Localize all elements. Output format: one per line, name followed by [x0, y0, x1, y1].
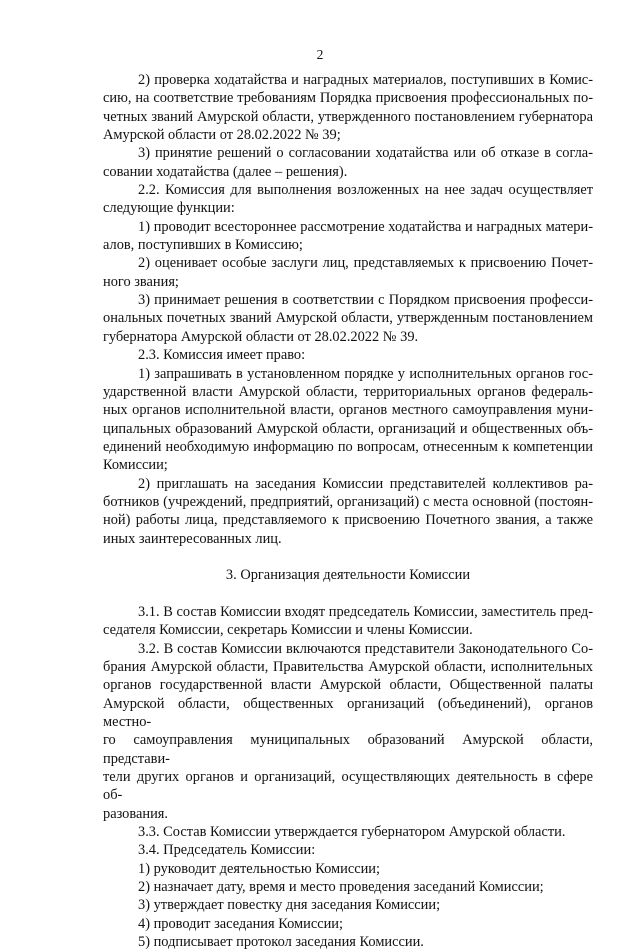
text-line: 1) проводит всестороннее рассмотрение ходатайства и наградных матери- — [138, 218, 593, 235]
text-line: ударственной власти Амурской области, территориальных органов федераль- — [103, 383, 593, 400]
document-body — [103, 71, 593, 952]
text-line: ных органов исполнительной власти, органов местного самоуправления муни- — [103, 402, 593, 419]
paragraph — [103, 365, 593, 475]
text-line: го самоуправления муниципальных образований Амурской области, представи- — [103, 732, 593, 767]
text-line: 2.3. Комиссия имеет право: — [138, 347, 306, 364]
paragraph — [103, 860, 593, 878]
text-line: четных званий Амурской области, утвержденного постановлением губернатора — [103, 108, 593, 125]
paragraph — [103, 346, 593, 364]
paragraph — [103, 823, 593, 841]
text-line: 1) руководит деятельностью Комиссии; — [138, 860, 381, 877]
text-line: 5) подписывает протокол заседания Комиссии. — [138, 934, 424, 951]
text-line: совании ходатайства (далее – решения). — [103, 163, 348, 180]
text-line: седателя Комиссии, секретарь Комиссии и члены Комиссии. — [103, 622, 473, 639]
text-line: ональных почетных званий Амурской области, утвержденным постановлением — [103, 310, 593, 327]
text-line: 3.2. В состав Комиссии включаются представители Законодательного Со- — [138, 640, 593, 657]
text-line: 2) назначает дату, время и место проведения заседаний Комиссии; — [138, 879, 544, 896]
text-line: алов, поступивших в Комиссию; — [103, 237, 303, 254]
text-line: 3) принятие решений о согласовании ходатайства или об отказе в согла- — [138, 145, 593, 162]
text-line: Амурской области от 28.02.2022 № 39; — [103, 127, 341, 144]
text-line: 2) приглашать на заседания Комиссии представителей коллективов ра- — [138, 475, 593, 492]
text-line: 3.3. Состав Комиссии утверждается губернатором Амурской области. — [138, 824, 566, 841]
text-line: 2) оценивает особые заслуги лиц, представляемых к присвоению Почет- — [138, 255, 593, 272]
paragraph — [103, 475, 593, 548]
paragraph — [103, 603, 593, 640]
paragraph — [103, 841, 593, 859]
section-heading: 3. Организация деятельности Комиссии — [225, 567, 471, 584]
paragraph — [103, 254, 593, 291]
text-line: ной) работы лица, представляемого к присвоению Почетного звания, а также — [103, 512, 593, 529]
paragraph — [103, 218, 593, 255]
text-line: губернатора Амурской области от 28.02.2022 № 39. — [103, 328, 419, 345]
paragraph — [103, 144, 593, 181]
text-line: 2.2. Комиссия для выполнения возложенных на нее задач осуществляет — [138, 182, 593, 199]
text-line: ботников (учреждений, предприятий, организаций) с места основной (постоян- — [103, 493, 593, 510]
text-line: Комиссии; — [103, 457, 168, 474]
paragraph — [103, 640, 593, 823]
paragraph — [103, 878, 593, 896]
paragraph — [103, 933, 593, 951]
text-line: 3) утверждает повестку дня заседания Комиссии; — [138, 897, 441, 914]
text-line: ного звания; — [103, 273, 179, 290]
text-line: единений необходимую информацию по вопросам, отнесенным к компетенции — [103, 438, 593, 455]
text-line: сию, на соответствие требованиям Порядка присвоения профессиональных по- — [103, 90, 593, 107]
text-line: Амурской области, общественных организаций (объединений), органов местно- — [103, 695, 593, 731]
text-line: следующие функции: — [103, 200, 235, 217]
text-line: иных заинтересованных лиц. — [103, 530, 282, 547]
blank-line — [103, 548, 593, 566]
page-number: 2 — [316, 47, 324, 62]
paragraph — [103, 915, 593, 933]
paragraph — [103, 291, 593, 346]
text-line: 3) принимает решения в соответствии с Порядком присвоения професси- — [138, 292, 593, 309]
blank-line — [103, 585, 593, 603]
text-line: разования. — [103, 805, 168, 822]
paragraph — [103, 71, 593, 144]
text-line: органов государственной власти Амурской области, Общественной палаты — [103, 677, 593, 694]
text-line: 3.1. В состав Комиссии входят председатель Комиссии, заместитель пред- — [138, 603, 593, 620]
text-line: 1) запрашивать в установленном порядке у исполнительных органов гос- — [138, 365, 593, 382]
text-line: 3.4. Председатель Комиссии: — [138, 842, 316, 859]
text-line: ципальных образований Амурской области, организаций и общественных объ- — [103, 420, 593, 437]
text-line: 4) проводит заседания Комиссии; — [138, 915, 344, 932]
text-line: тели других органов и организаций, осуществляющих деятельность в сфере об- — [103, 769, 593, 804]
paragraph — [103, 896, 593, 914]
text-line: 2) проверка ходатайства и наградных материалов, поступивших в Комис- — [138, 72, 593, 88]
text-line: брания Амурской области, Правительства Амурской области, исполнительных — [103, 659, 593, 675]
paragraph — [103, 181, 593, 218]
